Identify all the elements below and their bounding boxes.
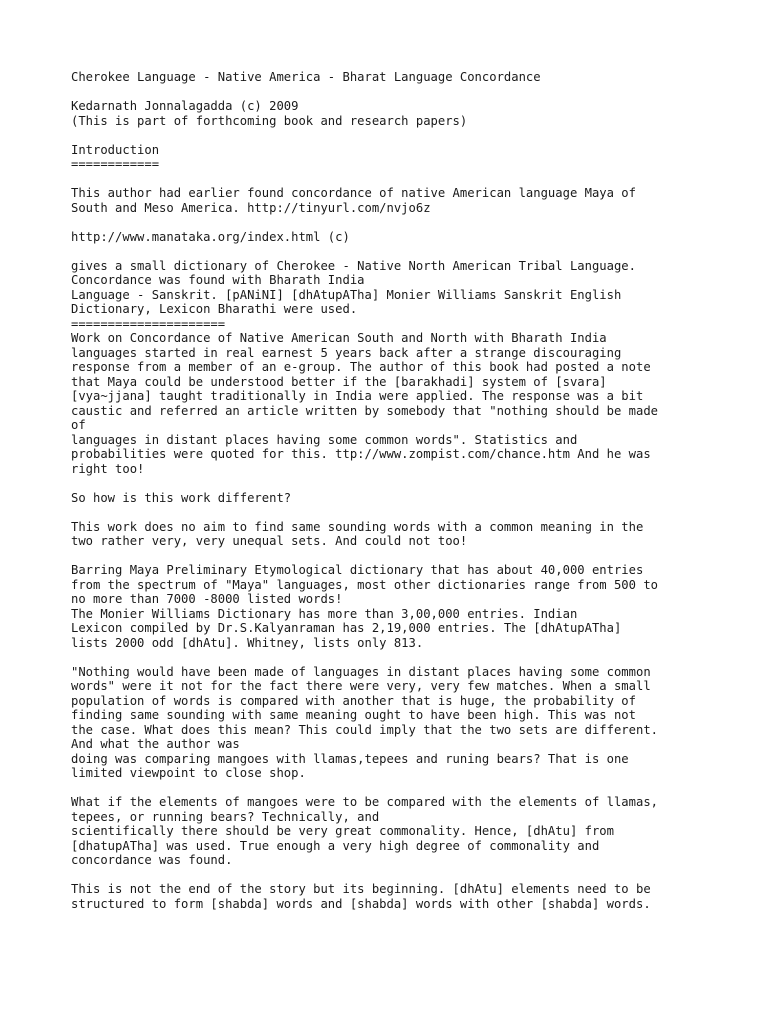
text-line: (This is part of forthcoming book and research papers) bbox=[71, 113, 468, 128]
text-line: concordance was found. bbox=[71, 853, 233, 867]
text-line: lists 2000 odd [dhAtu]. Whitney, lists only 813. bbox=[71, 635, 424, 650]
text-line: words" were it not for the fact there were very, very few matches. When a small bbox=[71, 679, 651, 693]
text-line: structured to form [shabda] words and [shabda] words with other [shabda] words. bbox=[71, 896, 651, 911]
text-line: Barring Maya Preliminary Etymological dictionary that has about 40,000 entries bbox=[71, 563, 644, 577]
text-line: ============ bbox=[71, 157, 160, 171]
text-line: Cherokee Language - Native America - Bharat Language Concordance bbox=[71, 70, 541, 84]
text-line: tepees, or running bears? Technically, and bbox=[71, 809, 380, 824]
text-line: What if the elements of mangoes were to be compared with the elements of llamas, bbox=[71, 795, 658, 809]
text-line: [dhatupATha] was used. True enough a very high degree of commonality and bbox=[71, 838, 600, 853]
text-line: ===================== bbox=[71, 316, 226, 331]
text-line bbox=[71, 650, 711, 665]
text-line: right too! bbox=[71, 461, 145, 476]
text-line: And what the author was bbox=[71, 737, 240, 751]
text-line: Kedarnath Jonnalagadda (c) 2009 bbox=[71, 99, 299, 113]
text-line bbox=[71, 781, 711, 796]
document-text bbox=[71, 70, 711, 911]
text-line: "Nothing would have been made of languages in distant places having some common bbox=[71, 664, 651, 679]
text-line bbox=[71, 549, 711, 564]
text-line bbox=[71, 172, 711, 187]
text-line: http://www.manataka.org/index.html (c) bbox=[71, 229, 350, 244]
text-line bbox=[71, 85, 711, 100]
text-line: limited viewpoint to close shop. bbox=[71, 766, 306, 780]
text-line: Lexicon compiled by Dr.S.Kalyanraman has 2,19,000 entries. The [dhAtupATha] bbox=[71, 621, 622, 635]
text-line: So how is this work different? bbox=[71, 490, 292, 505]
text-line bbox=[71, 868, 711, 883]
text-line: Introduction bbox=[71, 142, 160, 157]
text-line: Language - Sanskrit. [pANiNI] [dhAtupATha] Monier Williams Sanskrit English bbox=[71, 287, 622, 302]
text-line: no more than 7000 -8000 listed words! bbox=[71, 592, 343, 606]
text-line bbox=[71, 244, 711, 259]
text-line bbox=[71, 476, 711, 491]
text-line: Work on Concordance of Native American South and North with Bharath India bbox=[71, 331, 607, 345]
text-line: The Monier Williams Dictionary has more than 3,00,000 entries. Indian bbox=[71, 606, 578, 621]
text-line bbox=[71, 505, 711, 520]
text-line: [vya~jjana] taught traditionally in India were applied. The response was a bit bbox=[71, 389, 644, 403]
text-line: of bbox=[71, 418, 86, 432]
text-line: the case. What does this mean? This could imply that the two sets are different. bbox=[71, 722, 658, 737]
text-line: gives a small dictionary of Cherokee - Native North American Tribal Language. bbox=[71, 258, 636, 273]
text-line: two rather very, very unequal sets. And could not too! bbox=[71, 534, 468, 548]
text-line bbox=[71, 215, 711, 230]
text-line: This is not the end of the story but its beginning. [dhAtu] elements need to be bbox=[71, 882, 651, 896]
text-line: caustic and referred an article written by somebody that "nothing should be made bbox=[71, 403, 658, 418]
text-line: This work does no aim to find same sounding words with a common meaning in the bbox=[71, 519, 644, 534]
text-line: languages started in real earnest 5 years back after a strange discouraging bbox=[71, 345, 622, 360]
text-line: from the spectrum of "Maya" languages, most other dictionaries range from 500 to bbox=[71, 577, 658, 592]
text-line: population of words is compared with another that is huge, the probability of bbox=[71, 693, 636, 708]
text-line: Concordance was found with Bharath India bbox=[71, 273, 365, 287]
text-line: languages in distant places having some common words". Statistics and bbox=[71, 432, 578, 447]
text-line: Dictionary, Lexicon Bharathi were used. bbox=[71, 302, 358, 316]
text-line: that Maya could be understood better if the [barakhadi] system of [svara] bbox=[71, 374, 607, 389]
text-line: This author had earlier found concordance of native American language Maya of bbox=[71, 186, 636, 200]
text-line: scientifically there should be very great commonality. Hence, [dhAtu] from bbox=[71, 824, 614, 838]
text-line: South and Meso America. http://tinyurl.com/nvjo6z bbox=[71, 200, 431, 215]
text-line: response from a member of an e-group. The author of this book had posted a note bbox=[71, 360, 651, 374]
text-line: probabilities were quoted for this. ttp://www.zompist.com/chance.htm And he was bbox=[71, 447, 651, 461]
text-line: doing was comparing mangoes with llamas,tepees and runing bears? That is one bbox=[71, 751, 629, 766]
text-line: finding same sounding with same meaning ought to have been high. This was not bbox=[71, 708, 636, 722]
text-line bbox=[71, 128, 711, 143]
